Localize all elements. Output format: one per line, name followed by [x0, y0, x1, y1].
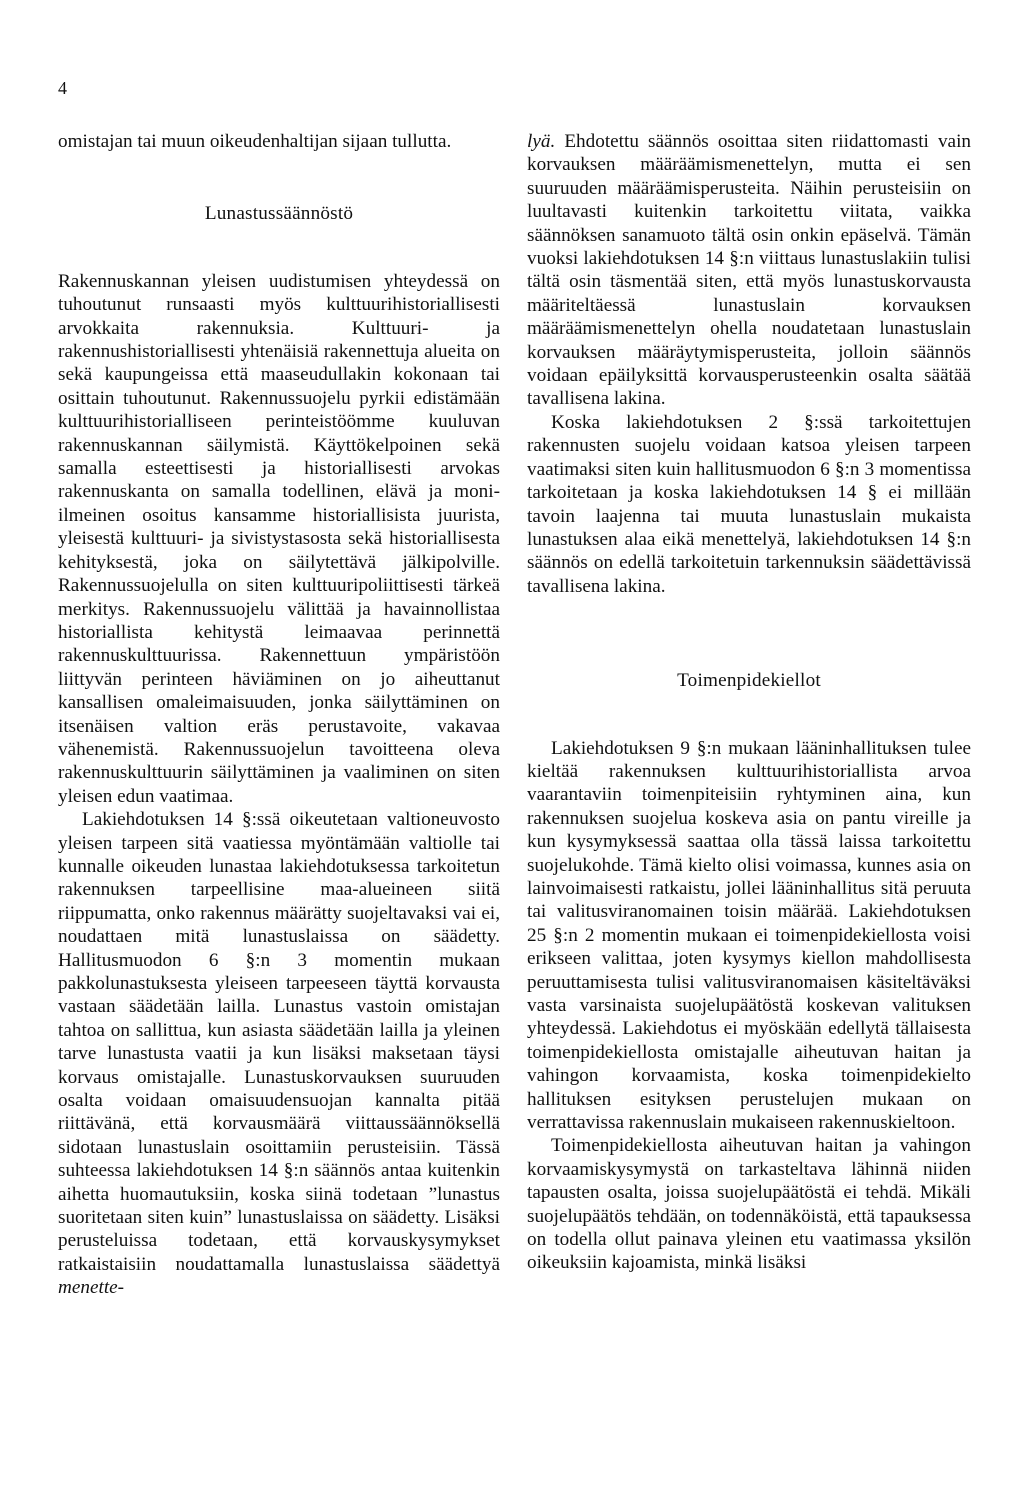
paragraph-lakiehdotus-14-italic-tail: menette-: [58, 1277, 125, 1299]
paragraph-lakiehdotus-9: Lakiehdotuksen 9 §:n mukaan lääninhallituksen tulee kieltää rakennuksen kulttuurihistoriallista arvoa vaarantaviin toimenpiteisiin ryhtyminen aina, kun rakennuksen suojelua koskeva asia on pantu vireille ja kun kysymyksessä saattaa olla tässä laissa tarkoitettu suojelukohde. Tämä kielto olisi voimassa, kunnes asia on lainvoimaisesti ratkaistu, jollei lääninhallitus sitä peruuta tai valitusviranomainen toisin määrää. Lakiehdotuksen 25 §:n 2 momentin mukaan ei toimenpidekiellosta voisi erikseen valittaa, joten kysymys kiellon mahdollisesta peruuttamisesta tulisi valitusviranomaisen käsiteltäväksi vasta varsinaista suojelupäätöstä koskevan valituksen yhteydessä. Lakiehdotus ei myöskään edellytä tällaisesta toimenpidekiellosta omistajalle aiheutuvan haitan ja vahingon korvaamista, koska toimenpidekielto hallituksen esityksen perustelujen mukaan on verrattavissa rakennuslain mukaiseen rakennuskieltoon.: [527, 737, 971, 1134]
paragraph-haitta: Toimenpidekiellosta aiheutuvan haitan ja vahingon korvaamiskysymystä on tarkasteltava lähinnä niiden tapausten osalta, joissa suojelupäätöstä ei tehdä. Mikäli suojelupäätös tehdään, on todennäköistä, että tapauksessa on todella ollut painava yleinen etu vaatimassa yksilön oikeuksiin kajoamista, minkä lisäksi: [527, 1135, 971, 1274]
page-number: 4: [58, 78, 67, 98]
paragraph-rakennuskanta: Rakennuskannan yleisen uudistumisen yhteydessä on tuhoutunut runsaasti myös kulttuurihistoriallisesti arvokkaita rakennuksia. Kulttuuri- ja rakennushistoriallisesti yhtenäisiä rakennettuja alueita on sekä kaupungeissa että maaseudullakin kokonaan tai osittain tuhoutunut. Rakennussuojelu pyrkii edistämään kulttuurihistorialliseen perinteistöömme kuuluvan rakennuskannan säilymistä. Käyttökelpoinen sekä samalla esteettisesti ja historiallisesti arvokas rakennuskanta on samalla todellinen, elävä ja moni-ilmeinen osoitus kansamme historiallisista juurista, yleisestä kulttuuri- ja sivistystasosta sekä historiallisesta kehityksestä, joka on säilytettävä jälkipolville. Rakennussuojelulla on siten kulttuuripoliittisesti tärkeä merkitys. Rakennussuojelu välittää ja havainnollistaa historiallista kehitystä leimaavaa perinnettä rakennuskulttuurissa. Rakennettuun ympäristöön liittyvän perinteen häviäminen on jo aiheuttanut kansallisen omaleimaisuuden, jonka säilyttäminen on itsenäisen valtion eräs perustavoite, vakavaa vähenemistä. Rakennussuojelun tavoitteena oleva rakennuskulttuurin säilyttäminen ja vaaliminen on siten yleisen edun vaatimaa.: [58, 270, 500, 807]
left-column: [58, 130, 500, 1300]
section-heading-toimenpidekiellot: Toimenpidekiellot: [677, 670, 821, 692]
paragraph-continuation: [527, 130, 971, 411]
right-column: [527, 130, 971, 1275]
intro-paragraph: omistajan tai muun oikeudenhaltijan sijaan tullutta.: [58, 131, 452, 152]
paragraph-lakiehdotus-14: [58, 808, 500, 1300]
continuation-italic-head: lyä.: [527, 131, 556, 152]
paragraph-lakiehdotus-14-text: Lakiehdotuksen 14 §:ssä oikeutetaan valtioneuvosto yleisen tarpeen sitä vaatiessa myöntämään valtiolle tai kunnalle oikeuden lunastaa lakiehdotuksessa tarkoitetun rakennuksen tarpeellisine maa-alueineen siitä riippumatta, onko rakennus määrätty suojeltavaksi vai ei, noudattaen mitä lunastuslaissa on säädetty. Hallitusmuodon 6 §:n 3 momentin mukaan pakkolunastuksesta yleiseen tarpeeseen täyttä korvausta vastaan säädetään lailla. Lunastus vastoin omistajan tahtoa on sallittua, kun asiasta säädetään lailla ja yleinen tarve lunastusta vaatii ja kun lisäksi maksetaan täysi korvaus omistajalle. Lunastuskorvauksen suuruuden osalta voidaan omaisuudensuojan kannalta pitää riittävänä, että korvausmäärä viittaussäännöksellä sidotaan lunastuslain osoittamiin perusteisiin. Tässä suhteessa lakiehdotuksen 14 §:n säännös antaa kuitenkin aihetta huomautuksiin, koska siinä todetaan ”lunastus suoritetaan siten kuin” lunastuslaissa on säädetty. Lisäksi perusteluissa todetaan, että korvauskysymykset ratkaistaisiin noudattamalla lunastuslaissa säädettyä: [58, 809, 500, 1275]
continuation-text: Ehdotettu säännös osoittaa siten riidattomasti vain korvauksen määräämismenettelyn, mutta ei sen suuruuden määräämisperusteita. Näihin perusteisiin on luultavasti kuitenkin tarkoitettu viitata, vaikka säännöksen sanamuoto tältä osin onkin epäselvä. Tämän vuoksi lakiehdotuksen 14 §:n viittaus lunastuslakiin tulisi tältä osin täsmentää siten, että myös lunastuskorvausta määriteltäessä lunastuslain korvauksen määräämismenettelyn ohella noudatetaan lunastuslain korvauksen määräytymisperusteita, jolloin säännös voidaan epäilyksittä korvausperusteenkin osalta säätää tavallisena lakina.: [527, 131, 971, 410]
paragraph-koska: Koska lakiehdotuksen 2 §:ssä tarkoitettujen rakennusten suojelu voidaan katsoa yleisen tarpeen vaatimaksi siten kuin hallitusmuodon 6 §:n 3 momentissa tarkoitetaan ja koska lakiehdotuksen 14 § ei millään tavoin laajenna tai muuta lunastuslain mukaista lunastuksen alaa eikä menettelyä, lakiehdotuksen 14 §:n säännös on edellä tarkoitetuin tarkennuksin säädettävissä tavallisena lakina.: [527, 411, 971, 597]
section-heading-lunastus: Lunastussäännöstö: [204, 203, 354, 225]
